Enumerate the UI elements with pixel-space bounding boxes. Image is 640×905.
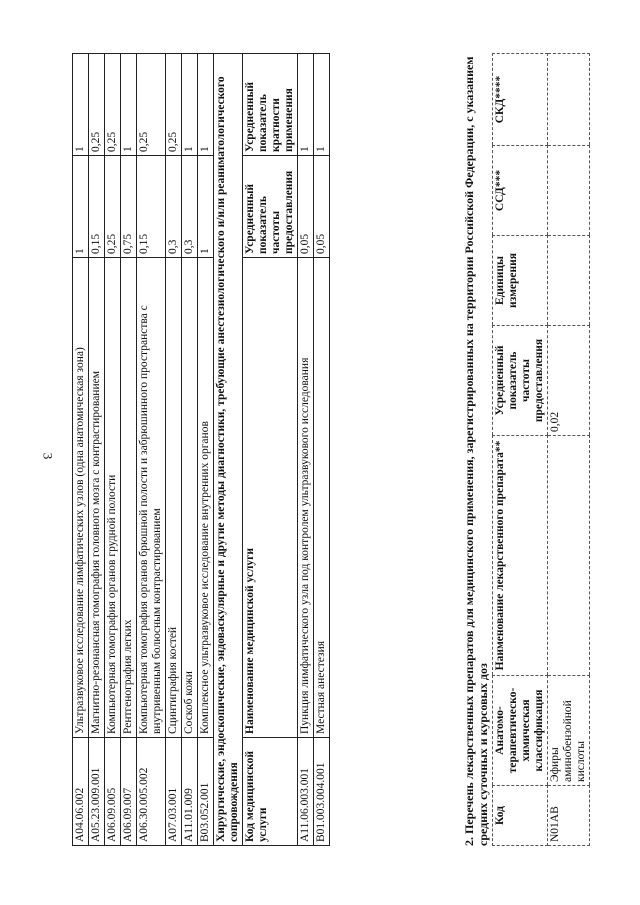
header-row xyxy=(243,54,298,846)
drug-code: N01AB xyxy=(548,786,590,846)
header-frequency: Усредненный показатель частоты предоставления xyxy=(493,326,548,436)
service-name: Местная анестезия xyxy=(314,258,330,738)
service-code: A04.06.002 xyxy=(73,738,89,846)
service-name: Рентгенография легких xyxy=(121,258,137,738)
table-row xyxy=(182,54,198,846)
table-row xyxy=(298,54,314,846)
service-multiplicity: 1 xyxy=(73,54,89,156)
table-row xyxy=(548,54,590,846)
service-multiplicity: 1 xyxy=(182,54,198,156)
service-frequency: 0,3 xyxy=(166,156,182,258)
service-code: A11.01.009 xyxy=(182,738,198,846)
service-name: Соскоб кожи xyxy=(182,258,198,738)
service-multiplicity: 1 xyxy=(198,54,214,156)
service-name: Компьютерная томография органов грудной полости xyxy=(105,258,121,738)
header-name: Наименование медицинской услуги xyxy=(243,258,298,738)
service-code: A06.09.007 xyxy=(121,738,137,846)
service-frequency: 1 xyxy=(73,156,89,258)
service-code: A11.06.003.001 xyxy=(298,738,314,846)
table-row xyxy=(121,54,137,846)
drug-name xyxy=(548,436,590,676)
header-code: Код медицинской услуги xyxy=(243,738,298,846)
header-frequency: Усредненный показатель частоты предоставления xyxy=(243,156,298,258)
service-frequency: 0,05 xyxy=(298,156,314,258)
service-frequency: 1 xyxy=(198,156,214,258)
service-frequency: 0,25 xyxy=(105,156,121,258)
drug-frequency: 0,02 xyxy=(548,326,590,436)
service-multiplicity: 1 xyxy=(314,54,330,156)
header-ssd: ССД*** xyxy=(493,146,548,236)
service-frequency: 0,15 xyxy=(89,156,105,258)
service-multiplicity: 0,25 xyxy=(166,54,182,156)
drug-units xyxy=(548,236,590,326)
service-name: Ультразвуковое исследование лимфатических узлов (одна анатомическая зона) xyxy=(73,258,89,738)
drug-skd xyxy=(548,54,590,146)
service-code: B03.052.001 xyxy=(198,738,214,846)
service-name: Магнитно-резонансная томография головного мозга с контрастированием xyxy=(89,258,105,738)
page-number: 3 xyxy=(40,452,56,460)
header-multiplicity: Усредненный показатель кратности применения xyxy=(243,54,298,156)
service-frequency: 0,15 xyxy=(137,156,166,258)
table-row xyxy=(73,54,89,846)
medical-services-table xyxy=(72,53,330,846)
table-row xyxy=(198,54,214,846)
service-name: Сцинтиграфия костей xyxy=(166,258,182,738)
service-multiplicity: 1 xyxy=(121,54,137,156)
table-row xyxy=(105,54,121,846)
surgical-section-heading: Хирургические, эндоскопические, эндоваскулярные и другие методы диагностики, требующие анестезиологического и/или реаниматологического сопровождения xyxy=(214,54,243,846)
table-row xyxy=(314,54,330,846)
drug-ssd xyxy=(548,146,590,236)
service-multiplicity: 0,25 xyxy=(137,54,166,156)
header-drug-name: Наименование лекарственного препарата** xyxy=(493,436,548,676)
service-frequency: 0,3 xyxy=(182,156,198,258)
header-code: Код xyxy=(493,786,548,846)
service-name: Комплексное ультразвуковое исследование внутренних органов xyxy=(198,258,214,738)
service-multiplicity: 1 xyxy=(298,54,314,156)
drugs-table xyxy=(492,53,590,846)
service-code: A06.09.005 xyxy=(105,738,121,846)
service-code: B01.003.004.001 xyxy=(314,738,330,846)
service-code: A06.30.005.002 xyxy=(137,738,166,846)
rotated-page-content xyxy=(72,46,587,846)
service-code: A07.03.001 xyxy=(166,738,182,846)
service-name: Компьютерная томография органов брюшной полости и забрюшинного пространства с внутривенным болюсным контрастированием xyxy=(137,258,166,738)
service-frequency: 0,75 xyxy=(121,156,137,258)
table-row xyxy=(137,54,166,846)
header-row xyxy=(493,54,548,846)
table-row xyxy=(166,54,182,846)
service-multiplicity: 0,25 xyxy=(105,54,121,156)
service-name: Пункция лимфатического узла под контролем ультразвукового исследования xyxy=(298,258,314,738)
section-heading-row xyxy=(214,54,243,846)
service-multiplicity: 0,25 xyxy=(89,54,105,156)
drug-atc: Эфиры аминобензойной кислоты xyxy=(548,676,590,786)
header-skd: СКД**** xyxy=(493,54,548,146)
service-frequency: 0,05 xyxy=(314,156,330,258)
header-atc: Анатомо-терапевтическо-химическая классификация xyxy=(493,676,548,786)
table-row xyxy=(89,54,105,846)
header-units: Единицы измерения xyxy=(493,236,548,326)
section-2-title: 2. Перечень лекарственных препаратов для медицинского применения, зарегистрированных на территории Российской Федерации, с указанием средних суточных и курсовых доз xyxy=(462,56,490,846)
service-code: A05.23.009.001 xyxy=(89,738,105,846)
